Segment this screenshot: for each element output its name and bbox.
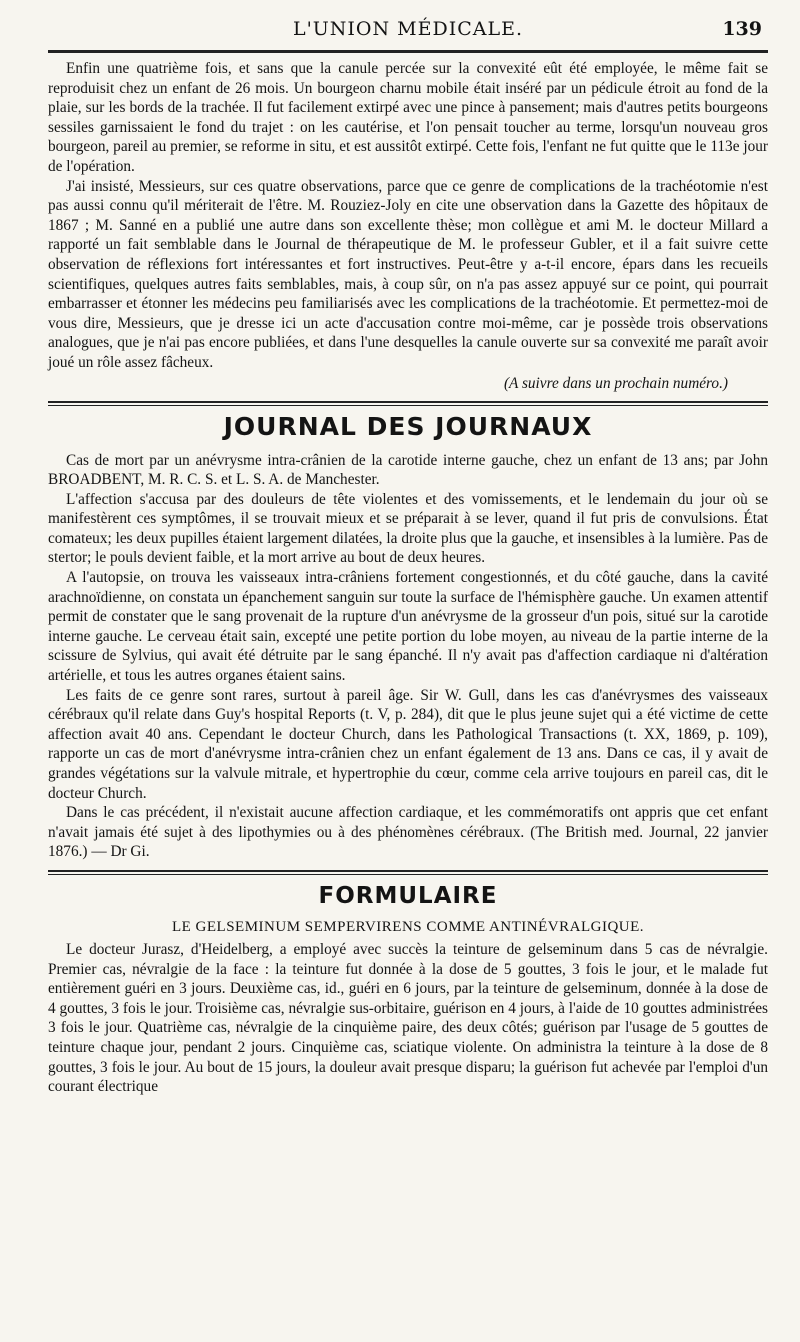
- paragraph: A l'autopsie, on trouva les vaisseaux intra-crâniens fortement congestionnés, et du côté gauche, dans la cavité arachnoïdienne, on constata un épanchement sanguin sur toute la surface de l'hémisphère gauche. Un examen attentif permit de constater que le sang provenait de la rupture d'un anévrysme de la grosseur d'un pois, situé sur la carotide interne gauche. Le cerveau était sain, excepté une petite portion du lobe moyen, au niveau de la partie interne de la scissure de Sylvius, qui avait été détruite par le sang épanché. Il n'y avait pas d'affection cardiaque ni d'altération artérielle, et tous les autres organes étaient sains.: [48, 569, 768, 685]
- subheading: LE GELSEMINUM SEMPERVIRENS COMME ANTINÉVRALGIQUE.: [171, 918, 645, 935]
- continuation-article: [48, 59, 768, 393]
- formulaire-section: [48, 883, 768, 1097]
- section-title: FORMULAIRE: [318, 882, 498, 909]
- header-rule: [48, 50, 768, 53]
- paragraph: Les faits de ce genre sont rares, surtout à pareil âge. Sir W. Gull, dans les cas d'anévrysmes des vaisseaux cérébraux qu'il relate dans Guy's hospital Reports (t. V, p. 284), dit que le plus jeune sujet qui a été victime de cette affection avait 40 ans. Cependant le docteur Church, dans les Pathological Transactions (t. XX, 1869, p. 109), rapporte un cas de mort d'anévrysme intra-crânien chez un enfant également de 13 ans. Dans ce cas, il y avait de grandes végétations sur la valvule mitrale, et hypertrophie du cœur, comme cela arrive toujours en pareil cas, dit le docteur Church.: [48, 686, 768, 802]
- paragraph: L'affection s'accusa par des douleurs de tête violentes et des vomissements, et le lendemain du jour où se manifestèrent ces symptômes, il se trouvait mieux et se préparait à se lever, quand il fut pris de convulsions. État comateux; les deux pupilles étaient largement dilatées, la droite plus que la gauche, et insensibles à la lumière. Pas de stertor; le pouls devient faible, et la mort arrive au bout de deux heures.: [48, 490, 768, 567]
- paragraph: Enfin une quatrième fois, et sans que la canule percée sur la convexité eût été employée, le même fait se reproduisit chez un enfant de 26 mois. Un bourgeon charnu mobile était inséré par un pédicule étroit au fond de la plaie, sur les bords de la trachée. Il fut facilement extirpé avec une pince à pansement; mais d'autres petits bourgeons sessiles garnissaient le fond du trajet : on les cautérise, et l'on pensait toucher au terme, lorsqu'un nouveau gros bourgeon, pareil au premier, se reforme in situ, et est aussitôt extirpé. Cette fois, l'enfant ne fut quitte que le 113e jour de l'opération.: [48, 60, 768, 175]
- running-head: [48, 14, 768, 46]
- to-be-continued: (A suivre dans un prochain numéro.): [503, 374, 728, 392]
- journal-title: L'UNION MÉDICALE.: [292, 18, 524, 40]
- article-title: Cas de mort par un anévrysme intra-crânien de la carotide interne gauche, chez un enfant de 13 ans; par John BROADBENT, M. R. C. S. et L. S. A. de Manchester.: [48, 451, 768, 489]
- page-number: 139: [722, 18, 762, 40]
- paragraph: Le docteur Jurasz, d'Heidelberg, a employé avec succès la teinture de gelseminum dans 5 cas de névralgie. Premier cas, névralgie de la face : la teinture fut donnée à la dose de 5 gouttes, 3 fois le jour, et le malade fut entièrement guéri en 3 jours. Deuxième cas, id., guéri en 6 jours, par la teinture de gelseminum, donnée à la dose de 4 gouttes, 3 fois le jour. Troisième cas, névralgie sus-orbitaire, guérison en 4 jours, à l'aide de 10 gouttes administrées 3 fois le jour. Quatrième cas, névralgie de la cinquième paire, des deux côtés; guérison par l'usage de 5 gouttes de teinture chaque jour, pendant 2 jours. Cinquième cas, sciatique violente. On administra la teinture à la dose de 8 gouttes, 3 fois le jour. Au bout de 15 jours, la douleur avait presque disparu; la guérison fut achevée par l'emploi d'un courant électrique: [48, 940, 768, 1096]
- paragraph: J'ai insisté, Messieurs, sur ces quatre observations, parce que ce genre de complications de la trachéotomie n'est pas aussi connu qu'il mériterait de l'être. M. Rouziez-Joly en cite une observation dans la Gazette des hôpitaux de 1867 ; M. Sanné en a publié une autre dans son excellente thèse; mon collègue et ami M. le docteur Millard a rapporté un fait semblable dans le Journal de thérapeutique de M. le professeur Gubler, et il a fait suivre cette observation de réflexions fort intéressantes et fort instructives. Peut-être y a-t-il encore, épars dans les recueils scientifiques, quelques autres faits semblables, mais, à coup sûr, on n'a pas assez appuyé sur ce point, qui pourrait embarrasser et étonner les médecins peu familiarisés avec les complications de la trachéotomie. Et permettez-moi de vous dire, Messieurs, que je dresse ici un acte d'accusation contre moi-même, car je possède trois observations analogues, que je n'ai pas encore publiées, et dans l'une desquelles la canule ouverte sur sa convexité me paraît avoir joué un rôle assez fâcheux.: [48, 177, 768, 371]
- section-rule: [48, 401, 768, 406]
- paragraph: Dans le cas précédent, il n'existait aucune affection cardiaque, et les commémoratifs ont appris que cet enfant n'avait jamais été sujet à des lipothymies ou à des phénomènes cérébraux. (The British med. Journal, 22 janvier 1876.) — Dr Gi.: [48, 804, 768, 861]
- section-rule: [48, 870, 768, 875]
- journal-des-journaux-section: [48, 412, 768, 862]
- section-title: JOURNAL DES JOURNAUX: [223, 411, 593, 441]
